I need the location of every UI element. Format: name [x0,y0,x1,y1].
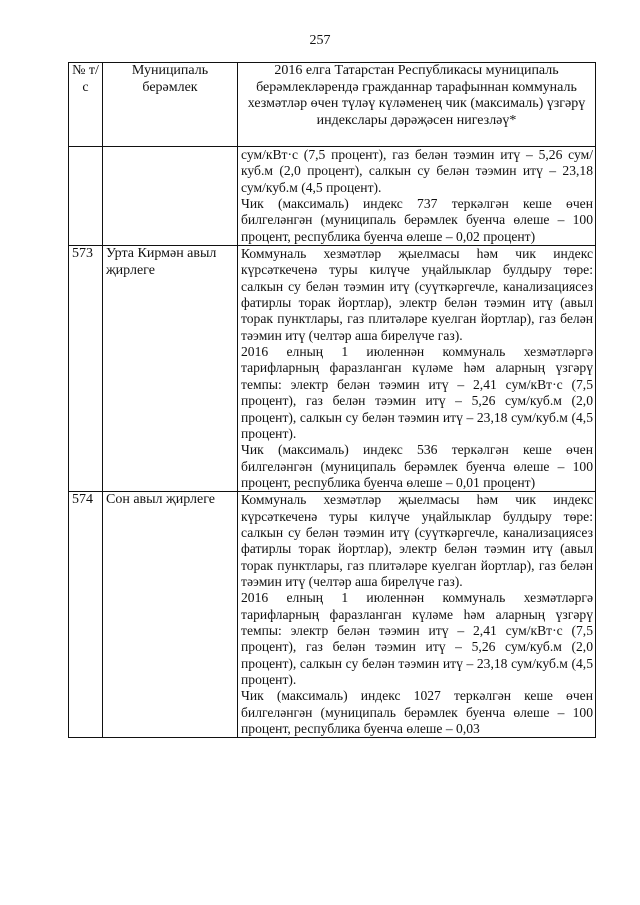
paragraph: 2016 елның 1 июленнән коммуналь хезмәтләргә тарифларның фаразланган күләме һәм аларның үзгәрү темпы: электр белән тәэмин итү – 2,41 сум/кВт·с (7,5 процент), газ белән тәэмин итү – 5,26 сум/куб.м (2,0 процент), салкын су белән тәэмин итү – 23,18 сум/куб.м (4,5 процент). [241,344,593,441]
table-row [69,246,596,492]
row-municipality: Сон авыл җирлеге [103,492,238,738]
row-description-cell [238,492,596,738]
paragraph: сум/кВт·с (7,5 процент), газ белән тәэмин итү – 5,26 сум/куб.м (2,0 процент), салкын су белән тәэмин итү – 23,18 сум/куб.м (4,5 процент). [241,147,593,195]
row-municipality-cell [103,147,238,246]
row-description-cell [238,246,596,492]
paragraph: Чик (максималь) индекс 536 теркәлгән кеше өчен билгеләнгән (муниципаль берәмлек буенча өлеше – 100 процент, республика буенча өлеше – 0,01 процент) [241,442,593,490]
tariff-index-table [68,62,596,738]
paragraph: 2016 елның 1 июленнән коммуналь хезмәтләргә тарифларның фаразланган күләме һәм аларның үзгәрү темпы: электр белән тәэмин итү – 2,41 сум/кВт·с (7,5 процент), газ белән тәэмин итү – 5,26 сум/куб.м (2,0 процент), салкын су белән тәэмин итү – 23,18 сум/куб.м (4,5 процент). [241,590,593,687]
header-description: 2016 елга Татарстан Республикасы муниципаль берәмлекләрендә гражданнар тарафыннан коммуналь хезмәтләр өчен түләү күләменең чик (максималь) үзгәрү индекслары дәрәҗәсен нигезләү* [238,63,596,147]
table-header-row [69,63,596,147]
header-municipality: Муниципаль берәмлек [103,63,238,147]
row-municipality: Урта Кирмән авыл җирлеге [103,246,238,492]
table-row-continuation [69,147,596,246]
page-number: 257 [309,33,331,48]
table-row [69,492,596,738]
paragraph: Чик (максималь) индекс 737 теркәлгән кеше өчен билгеләнгән (муниципаль берәмлек буенча өлеше – 100 процент, республика буенча өлеше – 0,02 процент) [241,196,593,244]
row-number: 573 [69,246,103,492]
header-number: № т/с [69,63,103,147]
paragraph: Коммуналь хезмәтләр җыелмасы һәм чик индекс күрсәткеченә туры килүче уңайлыклар булдыру төре: салкын су белән тәэмин итү (суүткәргечле, канализациясез фатирлы торак йортлар), электр белән тәэмин итү (авыл торак пунктлары, газ плитәләре куелган йортлар), газ белән тәэмин итү (челтәр аша бирелүче газ). [241,246,593,343]
row-number-cell [69,147,103,246]
paragraph: Чик (максималь) индекс 1027 теркәлгән кеше өчен билгеләнгән (муниципаль берәмлек буенча өлеше – 100 процент, республика буенча өлеше – 0,03 [241,688,593,737]
row-number: 574 [69,492,103,738]
paragraph: Коммуналь хезмәтләр җыелмасы һәм чик индекс күрсәткеченә туры килүче уңайлыклар булдыру төре: салкын су белән тәэмин итү (суүткәргечле, канализациясез фатирлы торак йортлар), электр белән тәэмин итү (авыл торак пунктлары, газ плитәләре куелган йортлар), газ белән тәэмин итү (челтәр аша бирелүче газ). [241,492,593,589]
row-description-cell [238,147,596,246]
